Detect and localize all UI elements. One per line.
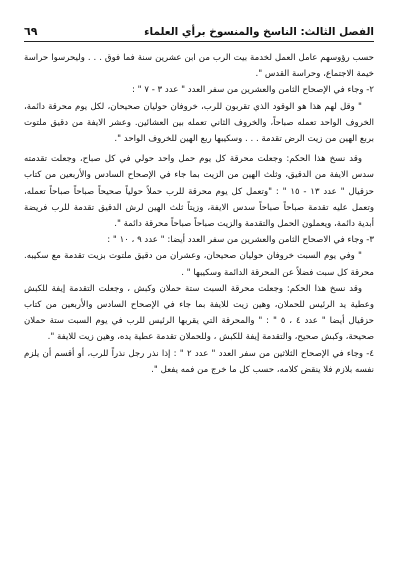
paragraph-abrogation-2: وقد نسخ هذا الحكم: وجعلت محرقة كل يوم حمل واحد حولي في كل صباح، وجعلت تقدمته سدس الايفة من الدقيق، وثلث الهين من الزيت بما جاء في الإصحاح السادس والأربعين من كتاب حزقيال " عدد ١٣ - ١٥ " : "وتعمل كل يوم محرقة للرب حملاً حولياً صحيحاً صباحاً صباحاً تعمله، وتعمل عليه تقدمة صباحاً صباحاً سدس الايفة، وزيتاً ثلث الهين لرش الدقيق تقدمة للرب فريضة أبدية دائمة، ويعملون الحمل والتقدمة والزيت صباحاً صباحاً محرقة دائمة ". (24, 154, 374, 230)
item-2-heading: ٢- وجاء في الإصحاح الثامن والعشرين من سفر العدد " عدد ٣ - ٧ " : (132, 85, 374, 96)
paragraph-1: حسب رؤوسهم عامل العمل لخدمة بيت الرب من ابن عشرين سنة فما فوق . . . وليحرسوا حراسة خيمة الاجتماع، وحراسة القدس ". (24, 53, 374, 80)
page-body (24, 50, 374, 378)
item-4-heading: ٤- وجاء في الإصحاح الثلاثين من سفر العدد " عدد ٢ " : إذا نذر رجل نذراً للرب، أو أقسم أن يلزم نفسه بلازم فلا ينقض كلامه، حسب كل ما خرج من فمه يفعل ". (24, 348, 374, 375)
chapter-title: الفصل الثالث: الناسخ والمنسوخ برأي العلماء (144, 26, 374, 38)
page-number: ٦٩ (24, 25, 38, 38)
quote-3: " وفي يوم السبت خروفان حوليان صحيحان، وعشران من دقيق ملتوت بزيت تقدمة مع سكيبه. محرقة كل سبت فضلاً عن المحرقة الدائمة وسكيبها " . (24, 251, 374, 278)
paragraph-abrogation-3: وقد نسخ هذا الحكم: وجعلت محرقة السبت ستة حملان وكبش ، وجعلت التقدمة إيفة للكبش وعطية يد الرئيس للحملان، وهين زيت للايفة بما جاء في الإصحاح السادس والأربعين من كتاب حزقيال أيضا " عدد ٤ ، ٥ " : " والمحرقة التي يقربها الرئيس للرب في يوم السبت ستة حملان صحيحة، وكبش صحيح، والتقدمة إيفة للكبش ، وللحملان تقدمة عطية يده، وهين زيت للايفة ". (24, 283, 374, 343)
page-header (24, 16, 374, 42)
quote-2: " وقل لهم هذا هو الوقود الذي تقربون للرب، خروفان حوليان صحيحان، لكل يوم محرقة دائمة، الخروف الواحد تعمله صباحاً، والخروف الثاني تعمله بين العشائين. وعشر الايفة من دقيق ملتوت بربع الهين من زيت الرض تقدمة . . . وسكيبها ربع الهين للخروف الواحد ". (24, 101, 374, 145)
item-3-heading: ٣- وجاء في الاصحاح الثامن والعشرين من سفر العدد أيضا: " عدد ٩ ، ١٠ " : (107, 235, 374, 246)
